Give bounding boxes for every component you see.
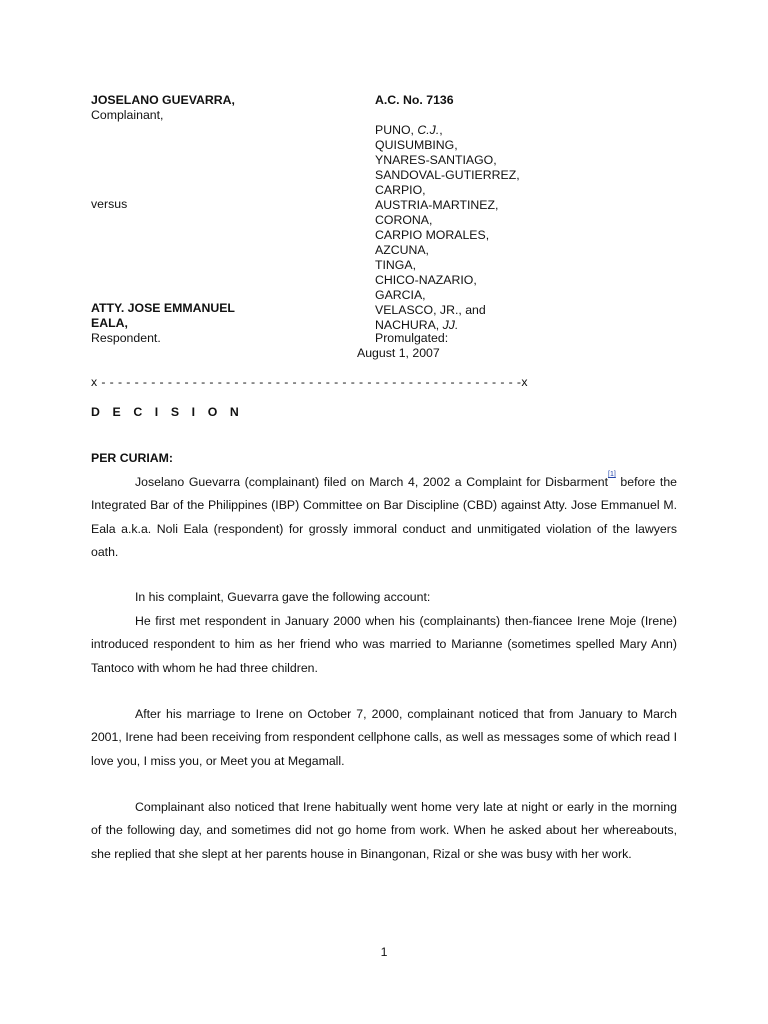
decision-heading: D E C I S I O N [91,405,244,419]
justice-name: YNARES-SANTIAGO, [375,153,497,167]
justice-name: NACHURA, [375,318,443,332]
justice-line [375,258,416,273]
complainant-name: JOSELANO GUEVARRA, [91,93,235,107]
paragraph-3-text: He first met respondent in January 2000 when his (complainants) then-fiancee Irene Moje (Irene) introduced respondent to him as her friend who was married to Marianne (sometimes spelled Mary Ann) Tantoco with whom he had three children. [91,614,677,675]
justice-name: CHICO-NAZARIO, [375,273,477,287]
justice-line [375,273,477,288]
versus-label: versus [91,197,128,211]
respondent-name-line-1: ATTY. JOSE EMMANUEL [91,301,235,315]
paragraph-3 [91,610,677,680]
justice-name: CARPIO MORALES, [375,228,490,242]
justice-line [375,168,520,183]
footnote-link-1[interactable]: [1] [608,471,616,478]
justice-line [375,228,489,243]
justice-title: C.J. [417,123,440,137]
per-curiam-label: PER CURIAM: [91,451,173,465]
justice-line [375,198,498,213]
respondent-role: Respondent. [91,331,161,345]
justice-name: TINGA, [375,258,416,272]
paragraph-4 [91,703,677,773]
justice-line [375,243,429,258]
justice-line [375,288,426,303]
justice-name: SANDOVAL-GUTIERREZ, [375,168,520,182]
justice-title: JJ. [442,318,459,332]
paragraph-1-text-a: Joselano Guevarra (complainant) filed on March 4, 2002 a Complaint for Disbarment [135,475,609,489]
justice-line [375,183,426,198]
promulgated-date: August 1, 2007 [357,346,440,360]
paragraph-1 [91,471,677,565]
paragraph-4-text: After his marriage to Irene on October 7, 2000, complainant noticed that from January to March 2001, Irene had been receiving from respondent cellphone calls, as well as messages some of which read I love you, I miss you, or Meet you at Megamall. [91,707,677,768]
justice-trail: , [439,123,443,137]
case-number: A.C. No. 7136 [375,93,454,107]
paragraph-2-text: In his complaint, Guevarra gave the following account: [135,590,431,604]
justice-name: GARCIA, [375,288,426,302]
justice-name: CARPIO, [375,183,426,197]
paragraph-1-text-b: before the Integrated Bar of the Philippines (IBP) Committee on Bar Discipline (CBD) against Atty. Jose Emmanuel M. Eala a.k.a. Noli Eala (respondent) for grossly immoral conduct and unmitigated violation of the lawyers oath. [91,475,677,560]
justice-name: CORONA, [375,213,433,227]
justice-name: AUSTRIA-MARTINEZ, [375,198,499,212]
justice-line [375,138,458,153]
justice-line [375,153,497,168]
paragraph-5 [91,796,677,866]
justice-name: AZCUNA, [375,243,429,257]
justice-line [375,303,486,318]
justice-line [375,213,432,228]
promulgated-label: Promulgated: [375,331,449,345]
paragraph-2 [91,586,677,609]
justice-line [375,123,443,138]
caption-divider: x - - - - - - - - - - - - - - - - - - - - - - - - - - - - - - - - - - - - - - - - - - - - - - - - - - -x [91,375,528,389]
justice-name: VELASCO, JR., and [375,303,486,317]
paragraph-5-text: Complainant also noticed that Irene habitually went home very late at night or early in the morning of the following day, and sometimes did not go home from work. When he asked about her whereabouts, she replied that she slept at her parents house in Binangonan, Rizal or she was busy with her work. [91,800,677,861]
page-number: 1 [380,945,388,959]
justice-name: QUISUMBING, [375,138,458,152]
respondent-name-line-2: EALA, [91,316,128,330]
complainant-role: Complainant, [91,108,164,122]
justice-name: PUNO, [375,123,418,137]
